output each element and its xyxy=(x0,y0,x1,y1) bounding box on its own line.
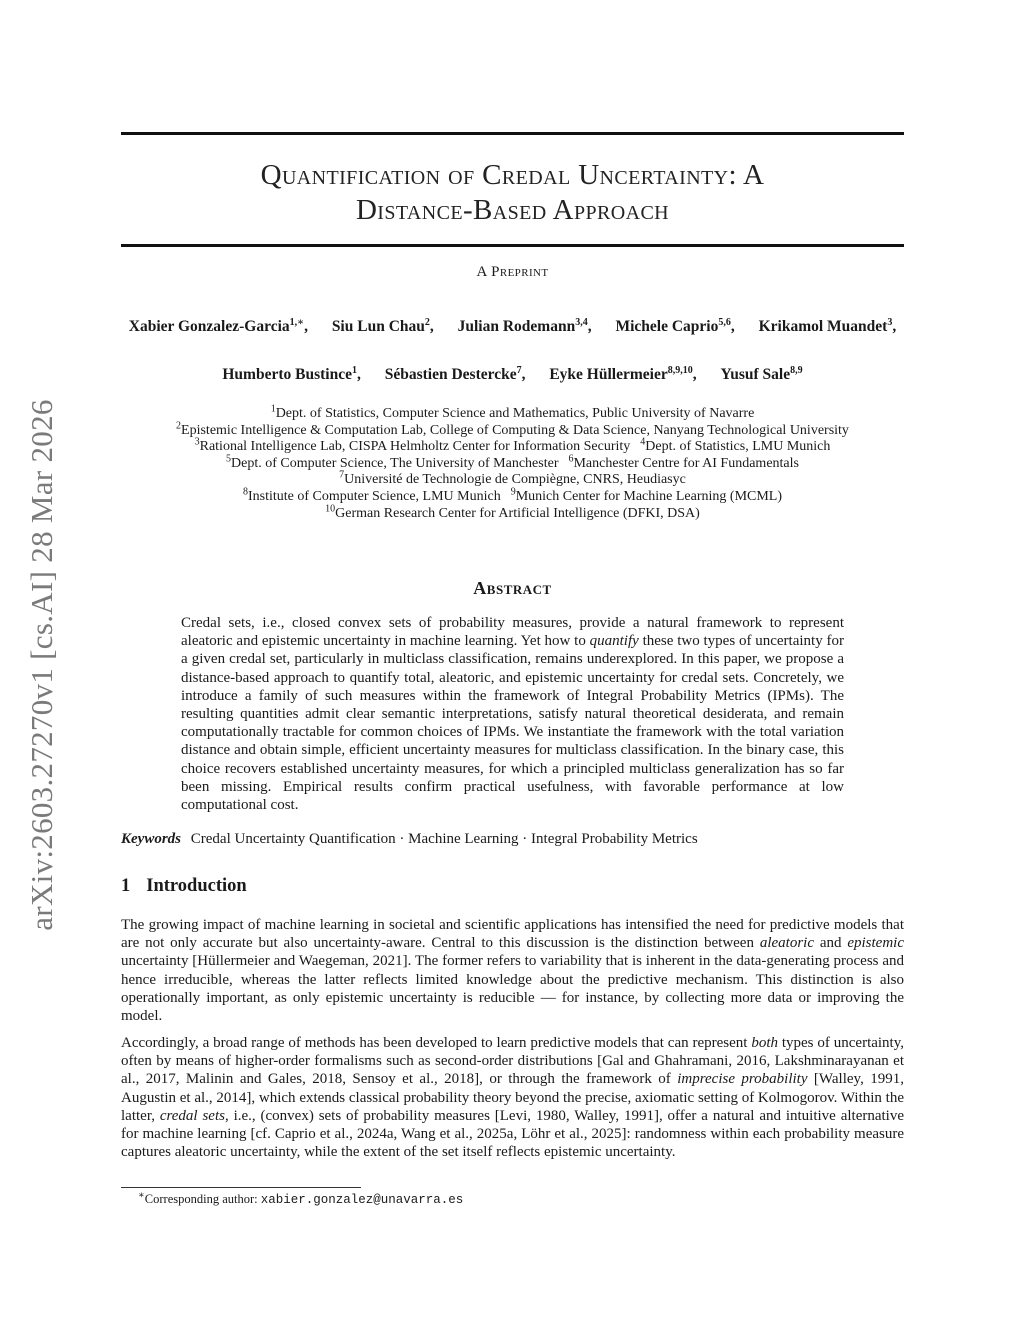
keywords-list: Credal Uncertainty Quantification · Machine Learning · Integral Probability Metrics xyxy=(190,831,698,847)
affiliation-line: $^7$Université de Technologie de Compiègne, CNRS, Heudiasyc xyxy=(339,469,686,488)
author: Xabier Gonzalez-Garcia$^{1,∗}$, xyxy=(128,316,308,335)
abstract-body: Credal sets, i.e., closed convex sets of probability measures, provide a natural framework to represent aleatoric and epistemic uncertainty in machine learning. Yet how to quantify these two types of uncertainty for a given credal set, particularly in multiclass classification, remains underexplored. In this paper, we propose a distance-based approach to quantify total, aleatoric, and epistemic uncertainty for credal sets. Concretely, we introduce a family of such measures within the framework of Integral Probability Metrics (IPMs). The resulting quantities admit clear semantic interpretations, satisfy natural theoretical desiderata, and remain computationally tractable for common choices of IPMs. We instantiate the framework with the total variation distance and obtain simple, efficient uncertainty measures for multiclass classification. In the binary case, this choice recovers established uncertainty measures, for which a principled multiclass generalization has so far been missing. Empirical results confirm practical usefulness, with favorable performance at low computational cost. xyxy=(181,615,844,814)
author: Julian Rodemann$^{3,4}$, xyxy=(457,316,592,335)
author: Yusuf Sale$^{8,9}$ xyxy=(720,364,803,383)
author: Eyke Hüllermeier$^{8,9,10}$, xyxy=(549,364,697,383)
intro-paragraph-2: Accordingly, a broad range of methods has been developed to learn predictive models that can represent both types of uncertainty, often by means of higher-order formalisms such as second-order distributions [Gal and Ghahramani, 2016, Lakshminarayanan et al., 2017, Malinin and Gales, 2018, Sensoy et al., 2018], or through the framework of imprecise probability [Walley, 1991, Augustin et al., 2014], which extends classical probability theory beyond the precise, axiomatic setting of Kolmogorov. Within the latter, credal sets, i.e., (convex) sets of probability measures [Levi, 1980, Walley, 1991], offer a natural and intuitive alternative for machine learning [cf. Caprio et al., 2024a, Wang et al., 2025a, Löhr et al., 2025]: randomness within each probability measure captures aleatoric uncertainty, while the extent of the set itself reflects epistemic uncertainty. xyxy=(121,1035,905,1161)
abstract-heading: Abstract xyxy=(473,578,552,598)
keywords-label: Keywords xyxy=(121,831,181,847)
paper-title xyxy=(121,158,904,228)
affiliation-line: $^8$Institute of Computer Science, LMU Munich $^9$Munich Center for Machine Learning (MCML) xyxy=(242,486,783,504)
arxiv-identifier xyxy=(22,370,62,960)
title-bottom-rule xyxy=(121,244,904,247)
author-row-2 xyxy=(100,366,925,384)
section-heading-introduction: 1 Introduction xyxy=(121,876,247,896)
keywords xyxy=(121,831,904,848)
affiliation-line: $^5$Dept. of Computer Science, The University of Manchester $^6$Manchester Centre for AI Fundamentals xyxy=(226,453,799,471)
affiliations xyxy=(100,403,925,522)
paper-title-line-2: Distance-Based Approach xyxy=(355,194,670,226)
affiliation-line: $^{10}$German Research Center for Artificial Intelligence (DFKI, DSA) xyxy=(325,502,700,521)
affiliation-line: $^3$Rational Intelligence Lab, CISPA Helmholtz Center for Information Security $^4$Dept. of Statistics, LMU Munich xyxy=(194,436,831,455)
author: Sébastien Destercke$^7$, xyxy=(384,364,526,383)
footnote-corresponding-author: ∗Corresponding author: xabier.gonzalez@unavarra.es xyxy=(138,1189,464,1207)
preprint-label: A Preprint xyxy=(476,264,549,280)
paper-title-line-1: Quantification of Credal Uncertainty: A xyxy=(260,159,765,191)
corresponding-email[interactable]: xabier.gonzalez@unavarra.es xyxy=(260,1193,464,1207)
affiliation-line: $^1$Dept. of Statistics, Computer Science and Mathematics, Public University of Navarre xyxy=(270,403,755,421)
affiliation-line: $^2$Epistemic Intelligence & Computation Lab, College of Computing & Data Science, Nanyang Technological University xyxy=(176,419,849,438)
intro-paragraph-1: The growing impact of machine learning in societal and scientific applications has intensified the need for predictive models that are not only accurate but also uncertainty-aware. Central to this discussion is the distinction between aleatoric and epistemic uncertainty [Hüllermeier and Waegeman, 2021]. The former refers to variability that is inherent in the data-generating process and hence irreducible, whereas the latter reflects limited knowledge about the predictive mechanism. This distinction is also operationally important, as only epistemic uncertainty is reducible — for instance, by collecting more data or improving the model. xyxy=(121,917,904,1025)
author: Michele Caprio$^{5,6}$, xyxy=(615,316,735,335)
author: Humberto Bustince$^1$, xyxy=(222,364,361,383)
author: Siu Lun Chau$^2$, xyxy=(331,316,434,335)
author: Krikamol Muandet$^3$, xyxy=(758,316,897,335)
author-row-1 xyxy=(100,318,925,336)
footnote-rule xyxy=(121,1187,361,1188)
title-top-rule xyxy=(121,132,904,135)
arxiv-identifier-text: arXiv:2603.27270v1 [cs.AI] 28 Mar 2026 xyxy=(24,399,59,931)
